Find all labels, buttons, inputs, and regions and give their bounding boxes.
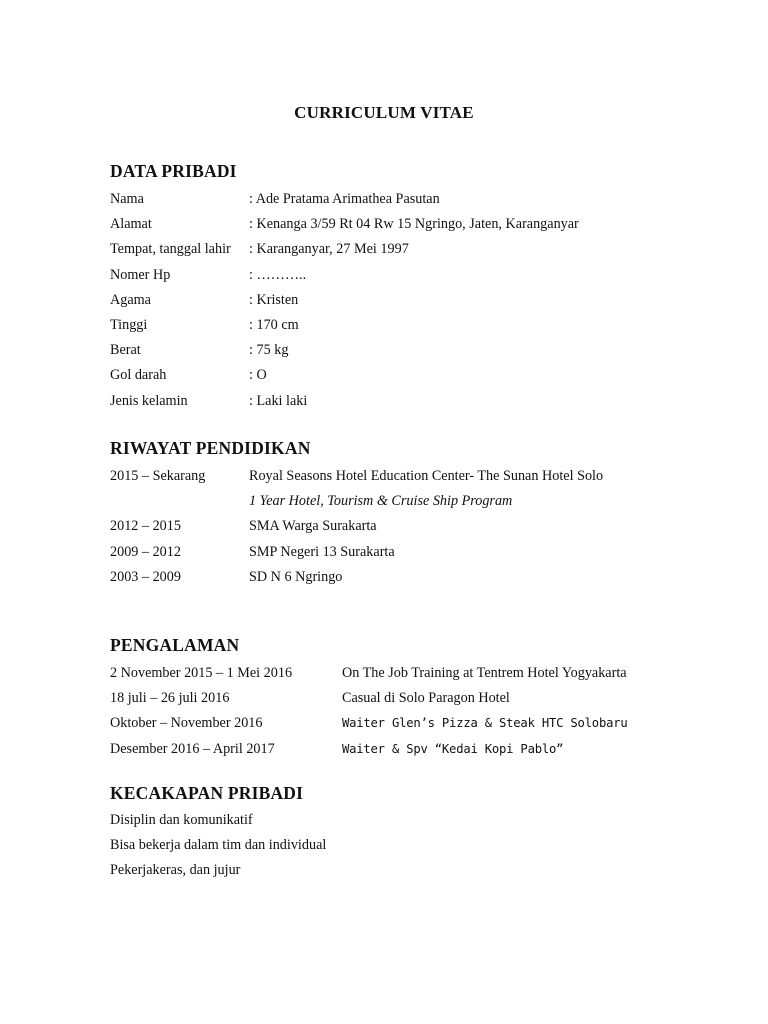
row-value: : O xyxy=(249,367,267,384)
row-value: : 75 kg xyxy=(249,342,289,359)
row-label: Nomer Hp xyxy=(110,266,171,283)
row-value: : 170 cm xyxy=(249,316,299,333)
row-label: Berat xyxy=(110,342,141,359)
education-school: SMP Negeri 13 Surakarta xyxy=(249,543,395,560)
section-heading-pengalaman: PENGALAMAN xyxy=(110,635,240,655)
row-value: : Ade Pratama Arimathea Pasutan xyxy=(249,191,440,207)
education-period: 2003 – 2009 xyxy=(110,568,181,585)
experience-period: 18 juli – 26 juli 2016 xyxy=(110,690,230,707)
row-value: : Karanganyar, 27 Mei 1997 xyxy=(249,241,409,258)
education-period: 2015 – Sekarang xyxy=(110,468,206,484)
section-heading-data-pribadi: DATA PRIBADI xyxy=(110,161,237,181)
skill-text: Disiplin dan komunikatif xyxy=(110,812,253,828)
row-label: Alamat xyxy=(110,216,152,233)
education-period: 2009 – 2012 xyxy=(110,543,181,560)
row-value: : Kenanga 3/59 Rt 04 Rw 15 Ngringo, Jaten, Karanganyar xyxy=(249,216,579,233)
experience-period: Desember 2016 – April 2017 xyxy=(110,740,275,757)
section-heading-riwayat-pendidikan: RIWAYAT PENDIDIKAN xyxy=(110,438,311,458)
education-program: 1 Year Hotel, Tourism & Cruise Ship Program xyxy=(249,493,513,510)
education-school: SMA Warga Surakarta xyxy=(249,518,377,535)
experience-period: Oktober – November 2016 xyxy=(110,715,263,732)
experience-desc: Waiter & Spv “Kedai Kopi Pablo” xyxy=(342,741,564,756)
row-label: Agama xyxy=(110,291,151,308)
row-label: Jenis kelamin xyxy=(110,392,188,409)
education-period: 2012 – 2015 xyxy=(110,518,181,535)
experience-desc: Waiter Glen’s Pizza & Steak HTC Solobaru xyxy=(342,716,628,731)
experience-desc: On The Job Training at Tentrem Hotel Yogyakarta xyxy=(342,665,627,681)
experience-period: 2 November 2015 – 1 Mei 2016 xyxy=(110,665,293,681)
row-value: : Laki laki xyxy=(249,392,308,409)
document-title: CURRICULUM VITAE xyxy=(294,103,474,122)
row-label: Tinggi xyxy=(110,316,148,333)
education-school: Royal Seasons Hotel Education Center- The Sunan Hotel Solo xyxy=(249,468,604,484)
section-heading-kecakapan-pribadi: KECAKAPAN PRIBADI xyxy=(110,783,304,803)
row-label: Tempat, tanggal lahir xyxy=(110,241,231,258)
experience-desc: Casual di Solo Paragon Hotel xyxy=(342,690,510,707)
row-label: Gol darah xyxy=(110,367,167,384)
row-label: Nama xyxy=(110,191,144,207)
row-value: : ……….. xyxy=(249,266,307,283)
skill-text: Bisa bekerja dalam tim dan individual xyxy=(110,837,327,854)
education-school: SD N 6 Ngringo xyxy=(249,568,343,585)
skill-text: Pekerjakeras, dan jujur xyxy=(110,862,241,879)
row-value: : Kristen xyxy=(249,291,299,308)
